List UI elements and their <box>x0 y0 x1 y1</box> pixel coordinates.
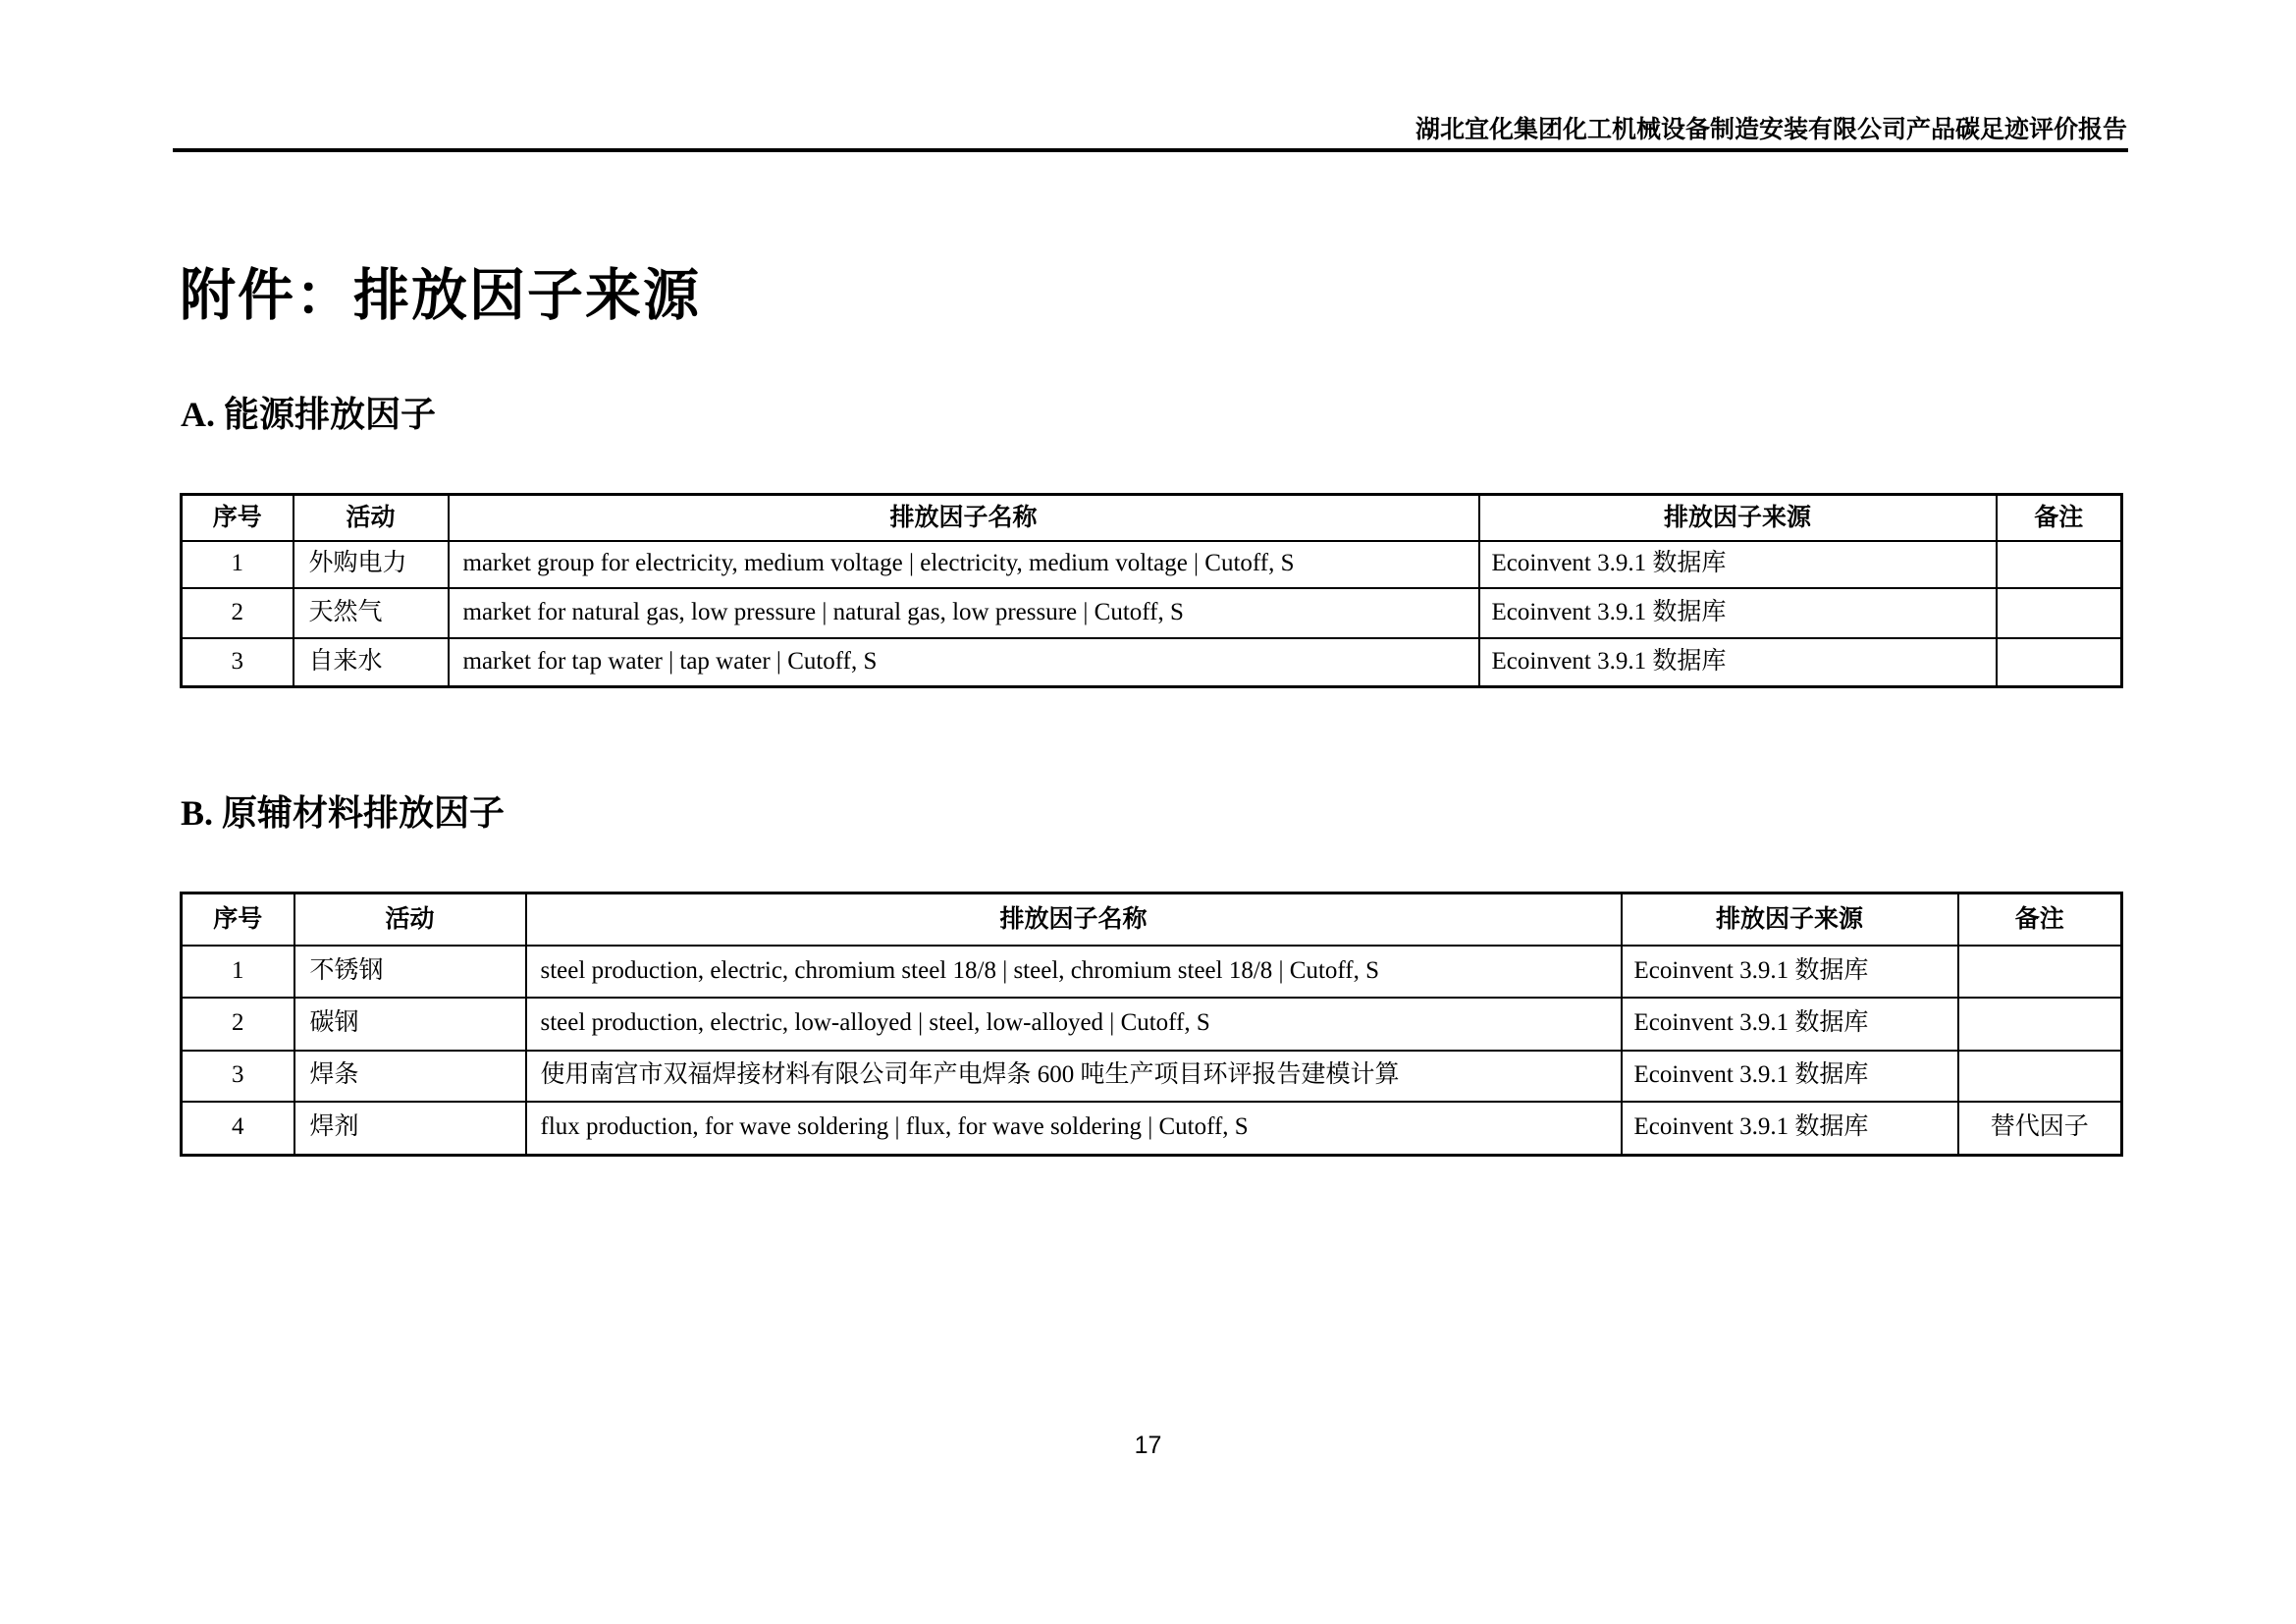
table-header-row <box>182 495 2122 541</box>
col-header-activity: 活动 <box>294 893 526 946</box>
cell-factor-source: Ecoinvent 3.9.1 数据库 <box>1479 541 1997 588</box>
table-header-row <box>182 893 2122 946</box>
cell-factor-name: market group for electricity, medium voltage | electricity, medium voltage | Cutoff, S <box>449 541 1479 588</box>
cell-seq: 1 <box>182 946 294 998</box>
cell-note <box>1958 998 2122 1051</box>
cell-note <box>1997 638 2122 687</box>
cell-factor-name: 使用南宫市双福焊接材料有限公司年产电焊条 600 吨生产项目环评报告建模计算 <box>526 1051 1622 1102</box>
cell-seq: 2 <box>182 998 294 1051</box>
cell-activity: 焊条 <box>294 1051 526 1102</box>
table-row <box>182 998 2122 1051</box>
cell-seq: 4 <box>182 1102 294 1156</box>
cell-note <box>1997 541 2122 588</box>
cell-activity: 焊剂 <box>294 1102 526 1156</box>
page-number: 17 <box>1134 1432 1162 1459</box>
table-row <box>182 638 2122 687</box>
cell-factor-source: Ecoinvent 3.9.1 数据库 <box>1622 1102 1958 1156</box>
col-header-factor-source: 排放因子来源 <box>1479 495 1997 541</box>
running-header-title: 湖北宜化集团化工机械设备制造安装有限公司产品碳足迹评价报告 <box>1415 116 2127 143</box>
cell-note <box>1997 588 2122 638</box>
col-header-factor-name: 排放因子名称 <box>526 893 1622 946</box>
cell-factor-name: flux production, for wave soldering | flux, for wave soldering | Cutoff, S <box>526 1102 1622 1156</box>
col-header-seq: 序号 <box>182 893 294 946</box>
col-header-activity: 活动 <box>294 495 449 541</box>
section-a-heading: A. 能源排放因子 <box>181 395 436 434</box>
cell-note <box>1958 946 2122 998</box>
cell-factor-name: market for tap water | tap water | Cutoff, S <box>449 638 1479 687</box>
material-emission-factors-table <box>180 892 2123 1157</box>
cell-note <box>1958 1051 2122 1102</box>
table-row <box>182 1051 2122 1102</box>
cell-seq: 3 <box>182 1051 294 1102</box>
table-row <box>182 541 2122 588</box>
cell-activity: 不锈钢 <box>294 946 526 998</box>
page-title: 附件：排放因子来源 <box>180 265 701 327</box>
table-row <box>182 946 2122 998</box>
cell-factor-name: market for natural gas, low pressure | natural gas, low pressure | Cutoff, S <box>449 588 1479 638</box>
table-row <box>182 588 2122 638</box>
table-row <box>182 1102 2122 1156</box>
col-header-note: 备注 <box>1997 495 2122 541</box>
cell-factor-name: steel production, electric, low-alloyed | steel, low-alloyed | Cutoff, S <box>526 998 1622 1051</box>
cell-seq: 3 <box>182 638 294 687</box>
section-b-heading: B. 原辅材料排放因子 <box>181 793 506 833</box>
cell-factor-source: Ecoinvent 3.9.1 数据库 <box>1622 1051 1958 1102</box>
cell-seq: 1 <box>182 541 294 588</box>
cell-activity: 自来水 <box>294 638 449 687</box>
cell-seq: 2 <box>182 588 294 638</box>
cell-factor-source: Ecoinvent 3.9.1 数据库 <box>1622 946 1958 998</box>
header-rule <box>173 148 2128 152</box>
cell-factor-name: steel production, electric, chromium steel 18/8 | steel, chromium steel 18/8 | Cutoff, S <box>526 946 1622 998</box>
col-header-factor-name: 排放因子名称 <box>449 495 1479 541</box>
cell-note: 替代因子 <box>1958 1102 2122 1156</box>
cell-activity: 天然气 <box>294 588 449 638</box>
cell-activity: 碳钢 <box>294 998 526 1051</box>
cell-activity: 外购电力 <box>294 541 449 588</box>
cell-factor-source: Ecoinvent 3.9.1 数据库 <box>1479 588 1997 638</box>
cell-factor-source: Ecoinvent 3.9.1 数据库 <box>1622 998 1958 1051</box>
cell-factor-source: Ecoinvent 3.9.1 数据库 <box>1479 638 1997 687</box>
col-header-factor-source: 排放因子来源 <box>1622 893 1958 946</box>
col-header-note: 备注 <box>1958 893 2122 946</box>
col-header-seq: 序号 <box>182 495 294 541</box>
energy-emission-factors-table <box>180 493 2123 688</box>
